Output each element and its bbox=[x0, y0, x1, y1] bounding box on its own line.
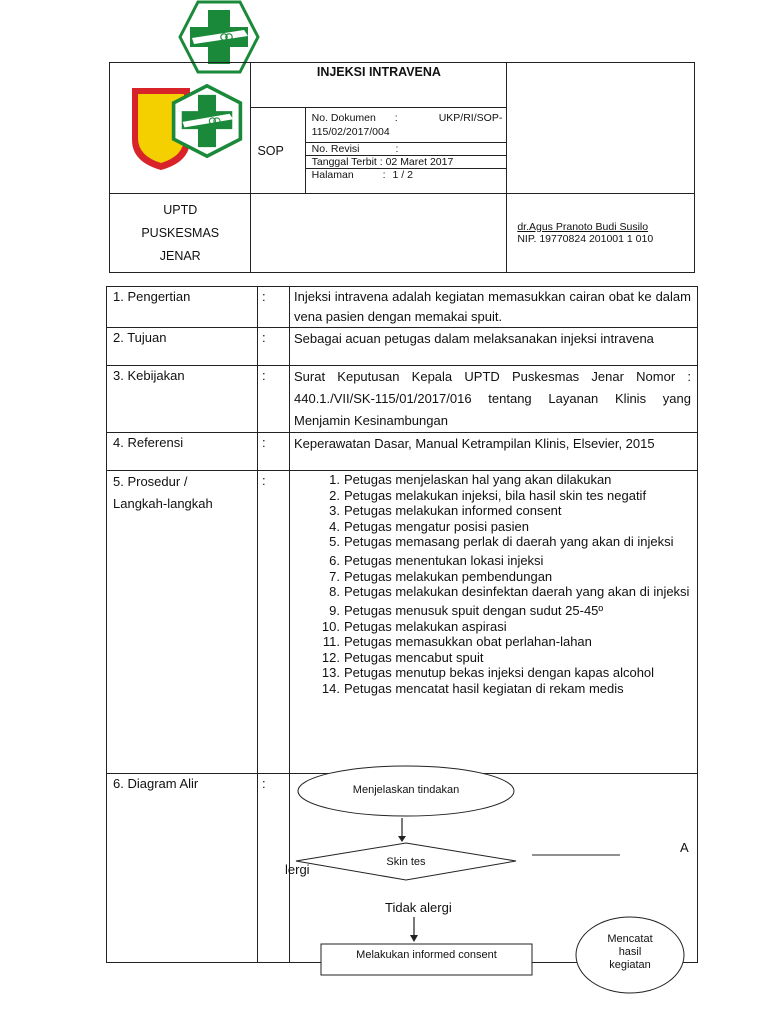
step-number: 10. bbox=[321, 618, 340, 634]
section-text: Sebagai acuan petugas dalam melaksanakan injeksi intravena bbox=[290, 328, 698, 366]
branch-yes-label-a: A bbox=[680, 840, 689, 855]
step-number: 14. bbox=[321, 680, 340, 696]
step-text: Petugas menjelaskan hal yang akan dilakukan bbox=[344, 472, 612, 487]
step-number: 6. bbox=[329, 553, 340, 568]
arrow-head-icon bbox=[398, 836, 406, 842]
section-colon: : bbox=[258, 774, 290, 963]
consent-label: Melakukan informed consent bbox=[356, 949, 497, 961]
step-number: 7. bbox=[329, 568, 340, 584]
step-number: 13. bbox=[321, 665, 340, 680]
step-text: Petugas memasukkan obat perlahan-lahan bbox=[344, 634, 592, 649]
section-label: 1. Pengertian bbox=[107, 287, 258, 328]
arrow-head-icon bbox=[410, 935, 418, 942]
step-number: 12. bbox=[321, 649, 340, 665]
section-label: 6. Diagram Alir bbox=[107, 774, 258, 963]
step-text: Petugas menutup bekas injeksi dengan kapas alcohol bbox=[344, 665, 655, 680]
section-colon: : bbox=[258, 471, 290, 774]
step-number: 4. bbox=[329, 518, 340, 534]
signer-name: dr.Agus Pranoto Budi Susilo bbox=[517, 220, 649, 233]
doc-number: No. Dokumen : UKP/RI/SOP- 115/02/2017/004 bbox=[306, 108, 507, 143]
branch-yes-label-b: lergi bbox=[285, 862, 310, 877]
step-number: 2. bbox=[329, 487, 340, 503]
decision-label: Skin tes bbox=[386, 856, 426, 868]
step-text: Petugas memasang perlak di daerah yang akan di injeksi bbox=[344, 534, 674, 549]
section-label: 3. Kebijakan bbox=[107, 366, 258, 433]
section-label: 4. Referensi bbox=[107, 433, 258, 471]
issue-date: Tanggal Terbit : 02 Maret 2017 bbox=[306, 156, 507, 169]
organization-name: UPTD PUSKESMAS JENAR bbox=[110, 194, 251, 273]
step-text: Petugas mengatur posisi pasien bbox=[344, 518, 530, 534]
section-colon: : bbox=[258, 433, 290, 471]
section-label: 5. Prosedur / Langkah-langkah bbox=[107, 471, 258, 774]
step-number: 3. bbox=[329, 503, 340, 518]
step-text: Petugas melakukan desinfektan daerah yang akan di injeksi bbox=[344, 584, 690, 599]
start-label: Menjelaskan tindakan bbox=[352, 784, 460, 796]
section-colon: : bbox=[258, 287, 290, 328]
record-label: Mencatat hasil kegiatan bbox=[607, 933, 653, 971]
section-label: 2. Tujuan bbox=[107, 328, 258, 366]
page-number: Halaman : 1 / 2 bbox=[311, 169, 413, 181]
step-number: 5. bbox=[329, 534, 340, 549]
revision-number: No. Revisi : bbox=[306, 143, 507, 156]
step-text: Petugas mencabut spuit bbox=[344, 649, 484, 665]
section-colon: : bbox=[258, 366, 290, 433]
section-text: Surat Keputusan Kepala UPTD Puskesmas Jenar Nomor : 440.1./VII/SK-115/01/2017/016 tentang Layanan Klinis yang Menjamin Kesinambungan bbox=[290, 366, 698, 433]
step-text: Petugas mencatat hasil kegiatan di rekam medis bbox=[344, 680, 624, 696]
branch-no-label: Tidak alergi bbox=[385, 900, 452, 915]
document-title: INJEKSI INTRAVENA bbox=[251, 63, 507, 108]
step-number: 9. bbox=[329, 603, 340, 618]
section-colon: : bbox=[258, 328, 290, 366]
step-number: 8. bbox=[329, 584, 340, 599]
step-number: 11. bbox=[322, 634, 340, 649]
step-number: 1. bbox=[329, 472, 340, 487]
step-text: Petugas melakukan informed consent bbox=[344, 503, 562, 518]
step-text: Petugas menentukan lokasi injeksi bbox=[344, 553, 544, 568]
step-text: Petugas melakukan injeksi, bila hasil skin tes negatif bbox=[344, 487, 647, 503]
step-text: Petugas melakukan pembendungan bbox=[344, 568, 553, 584]
step-text: Petugas melakukan aspirasi bbox=[344, 618, 507, 634]
step-text: Petugas menusuk spuit dengan sudut 25-45º bbox=[344, 603, 604, 618]
signer-nip: NIP. 19770824 201001 1 010 bbox=[517, 233, 654, 245]
sop-label: SOP bbox=[251, 108, 305, 194]
section-text: Injeksi intravena adalah kegiatan memasukkan cairan obat ke dalam vena pasien dengan memakai spuit. bbox=[290, 287, 698, 328]
section-text: Keperawatan Dasar, Manual Ketrampilan Klinis, Elsevier, 2015 bbox=[290, 433, 698, 471]
